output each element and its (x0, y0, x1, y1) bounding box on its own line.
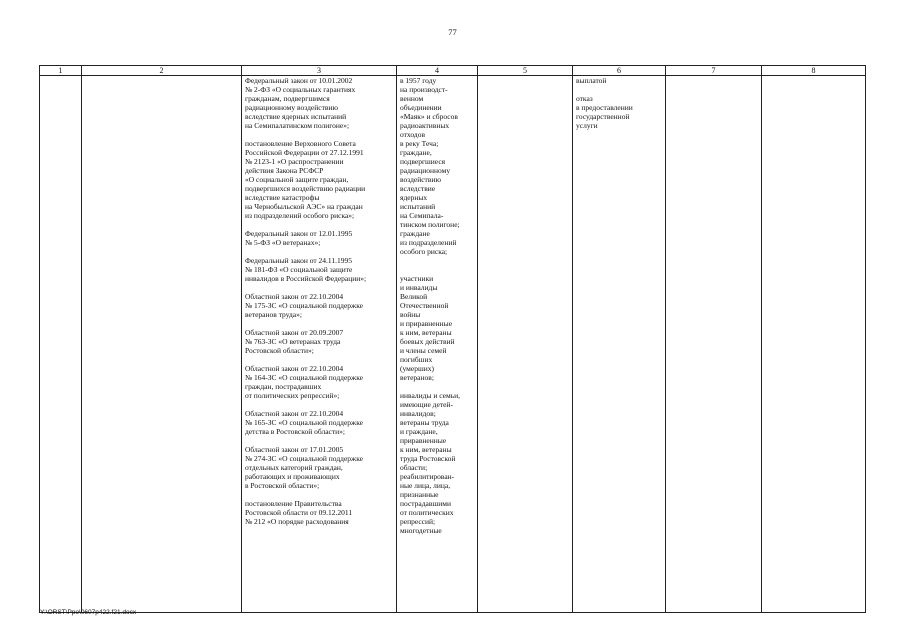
column-header-8: 8 (762, 66, 866, 76)
column-header-1: 1 (40, 66, 82, 76)
document-table (39, 65, 866, 613)
column-header-4: 4 (397, 66, 478, 76)
cell-col8 (762, 76, 866, 613)
column-header-5: 5 (478, 66, 573, 76)
column-header-3: 3 (242, 66, 397, 76)
cell-col7 (666, 76, 762, 613)
column-header-6: 6 (573, 66, 666, 76)
header-row (40, 66, 866, 76)
table-row (40, 76, 866, 613)
cell-col2 (82, 76, 242, 613)
page-number: 77 (448, 27, 457, 37)
cell-recipient-categories: в 1957 году на производст- венном объединении «Маяк» и сбросов радиоактивных отходов в реку Теча; граждане, подвергшиеся радиационному воздействию вследствие ядерных испытаний на Семипала- тинском полигоне; граждане из подразделений особого риска; участники и инвалиды Великой Отечественной войны и приравненные к ним, ветераны боевых действий и члены семей погибших (умерших) ветеранов; инвалиды и семьи, имеющие детей- инвалидов; ветераны труда и граждане, приравненные к ним, ветераны труда Ростовской области; реабилитирован- ные лица, лица, признанные пострадавшими от политических репрессий; многодетные (397, 76, 478, 613)
footer-file-path: Y:\ORST\Ppo\0607p422.f21.docx (40, 609, 137, 616)
cell-col5 (478, 76, 573, 613)
cell-result: выплатой отказ в предоставлении государственной услуги (573, 76, 666, 613)
column-header-7: 7 (666, 66, 762, 76)
column-header-2: 2 (82, 66, 242, 76)
cell-col1 (40, 76, 82, 613)
cell-legal-basis: Федеральный закон от 10.01.2002 № 2-ФЗ «О социальных гарантиях гражданам, подвергшимся радиационному воздействию вследствие ядерных испытаний на Семипалатинском полигоне»; постановление Верховного Совета Российской Федерации от 27.12.1991 № 2123-1 «О распространении действия Закона РСФСР «О социальной защите граждан, подвергшихся воздействию радиации вследствие катастрофы на Чернобыльской АЭС» на граждан из подразделений особого риска»; Федеральный закон от 12.01.1995 № 5-ФЗ «О ветеранах»; Федеральный закон от 24.11.1995 № 181-ФЗ «О социальной защите инвалидов в Российской Федерации»; Областной закон от 22.10.2004 № 175-ЗС «О социальной поддержке ветеранов труда»; Областной закон от 20.09.2007 № 763-ЗС «О ветеранах труда Ростовской области»; Областной закон от 22.10.2004 № 164-ЗС «О социальной поддержке граждан, пострадавших от политических репрессий»; Областной закон от 22.10.2004 № 165-ЗС «О социальной поддержке детства в Ростовской области»; Областной закон от 17.01.2005 № 274-ЗС «О социальной поддержке отдельных категорий граждан, работающих и проживающих в Ростовской области»; постановление Правительства Ростовской области от 09.12.2011 № 212 «О порядке расходования (242, 76, 397, 613)
